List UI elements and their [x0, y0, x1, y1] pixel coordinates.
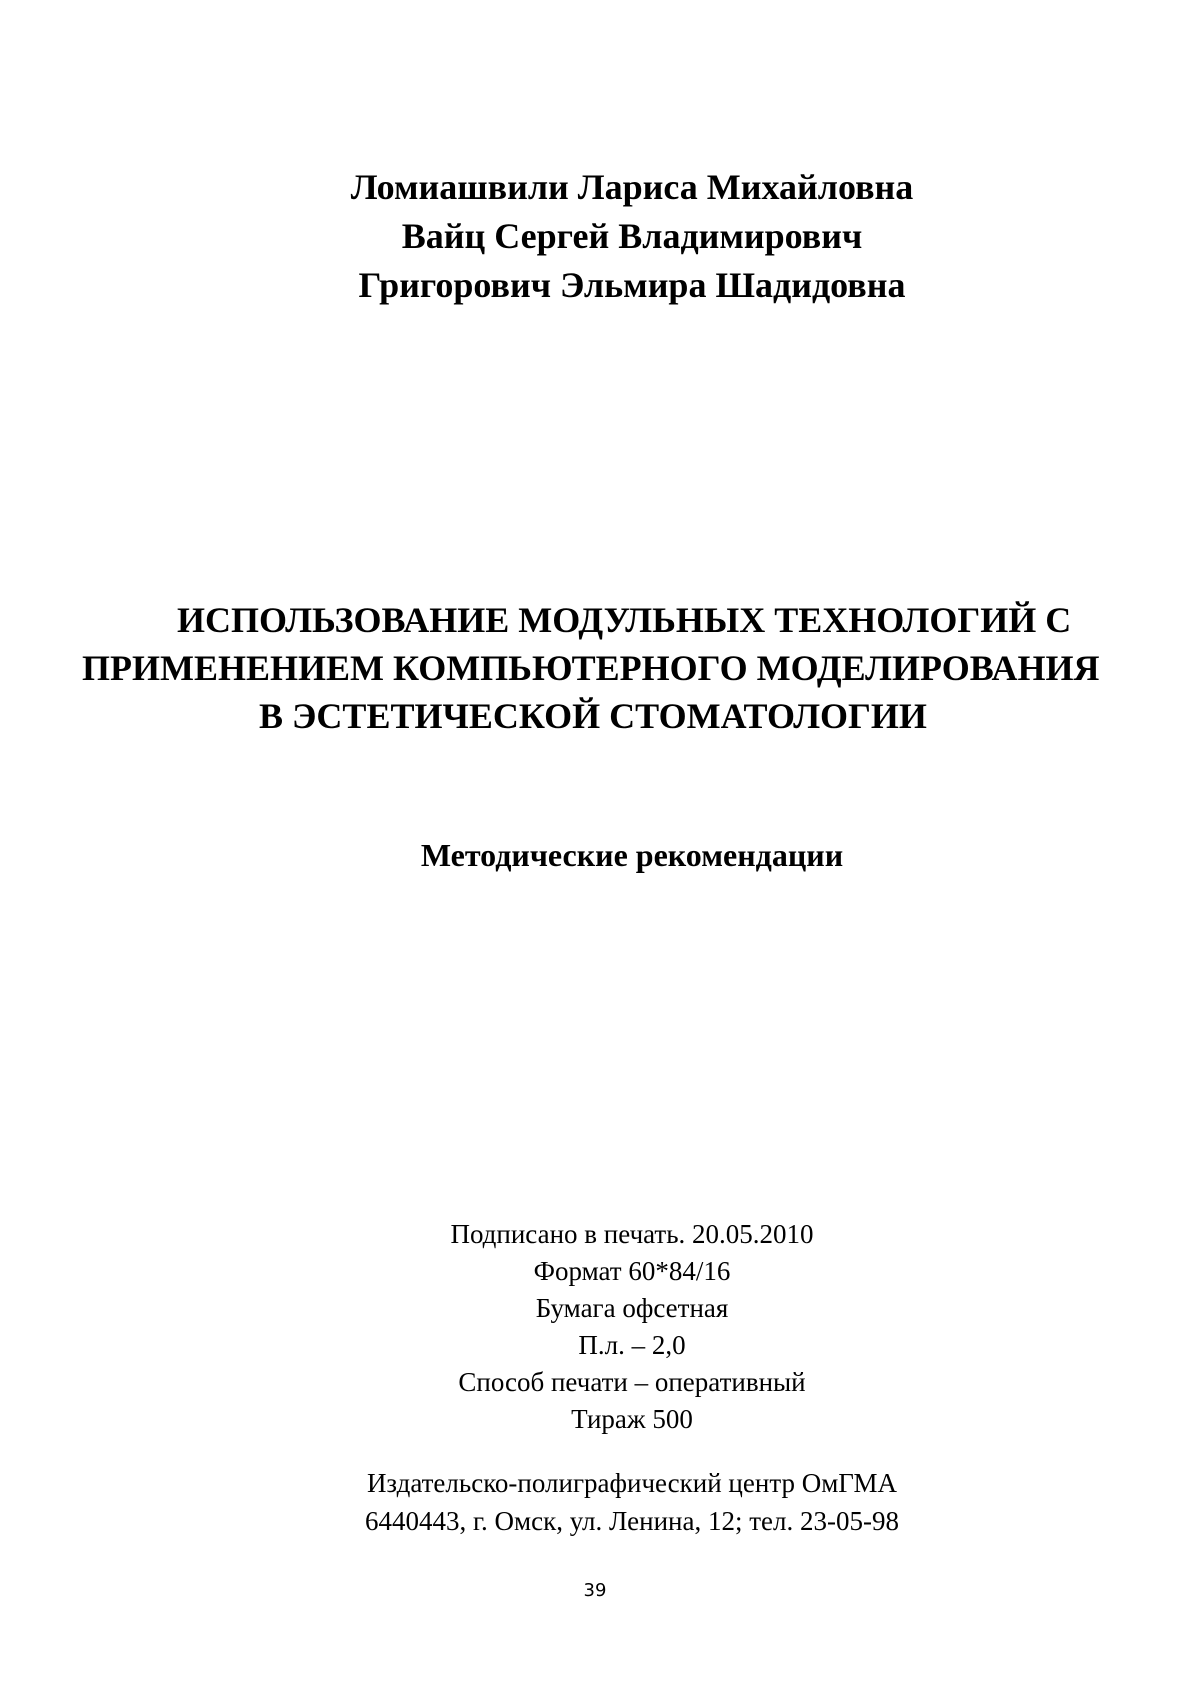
imprint-line: Способ печати – оперативный	[458, 1367, 806, 1397]
imprint-block	[0, 1216, 1190, 1438]
publisher-address: 6440443, г. Омск, ул. Ленина, 12; тел. 23-05-98	[365, 1506, 899, 1536]
imprint-line: Формат 60*84/16	[533, 1256, 731, 1286]
authors-block	[0, 163, 1190, 310]
author-name: Ломиашвили Лариса Михайловна	[350, 167, 914, 207]
title-line: ИСПОЛЬЗОВАНИЕ МОДУЛЬНЫХ ТЕХНОЛОГИЙ С	[177, 600, 1072, 640]
imprint-line: Бумага офсетная	[535, 1293, 729, 1323]
publisher-line: Издательско-полиграфический центр ОмГМА	[366, 1468, 898, 1498]
author-name: Вайц Сергей Владимирович	[401, 216, 863, 256]
document-title	[60, 596, 1130, 740]
publisher-block	[0, 1464, 1190, 1540]
imprint-line: П.л. – 2,0	[578, 1330, 686, 1360]
page-number: 39	[583, 1580, 607, 1601]
title-line: ПРИМЕНЕНИЕМ КОМПЬЮТЕРНОГО МОДЕЛИРОВАНИЯ	[82, 648, 1100, 688]
imprint-line: Тираж 500	[571, 1404, 693, 1434]
imprint-line: Подписано в печать. 20.05.2010	[450, 1219, 814, 1249]
title-line: В ЭСТЕТИЧЕСКОЙ СТОМАТОЛОГИИ	[259, 696, 927, 736]
author-name: Григорович Эльмира Шадидовна	[358, 265, 906, 305]
document-subtitle: Методические рекомендации	[420, 837, 844, 873]
